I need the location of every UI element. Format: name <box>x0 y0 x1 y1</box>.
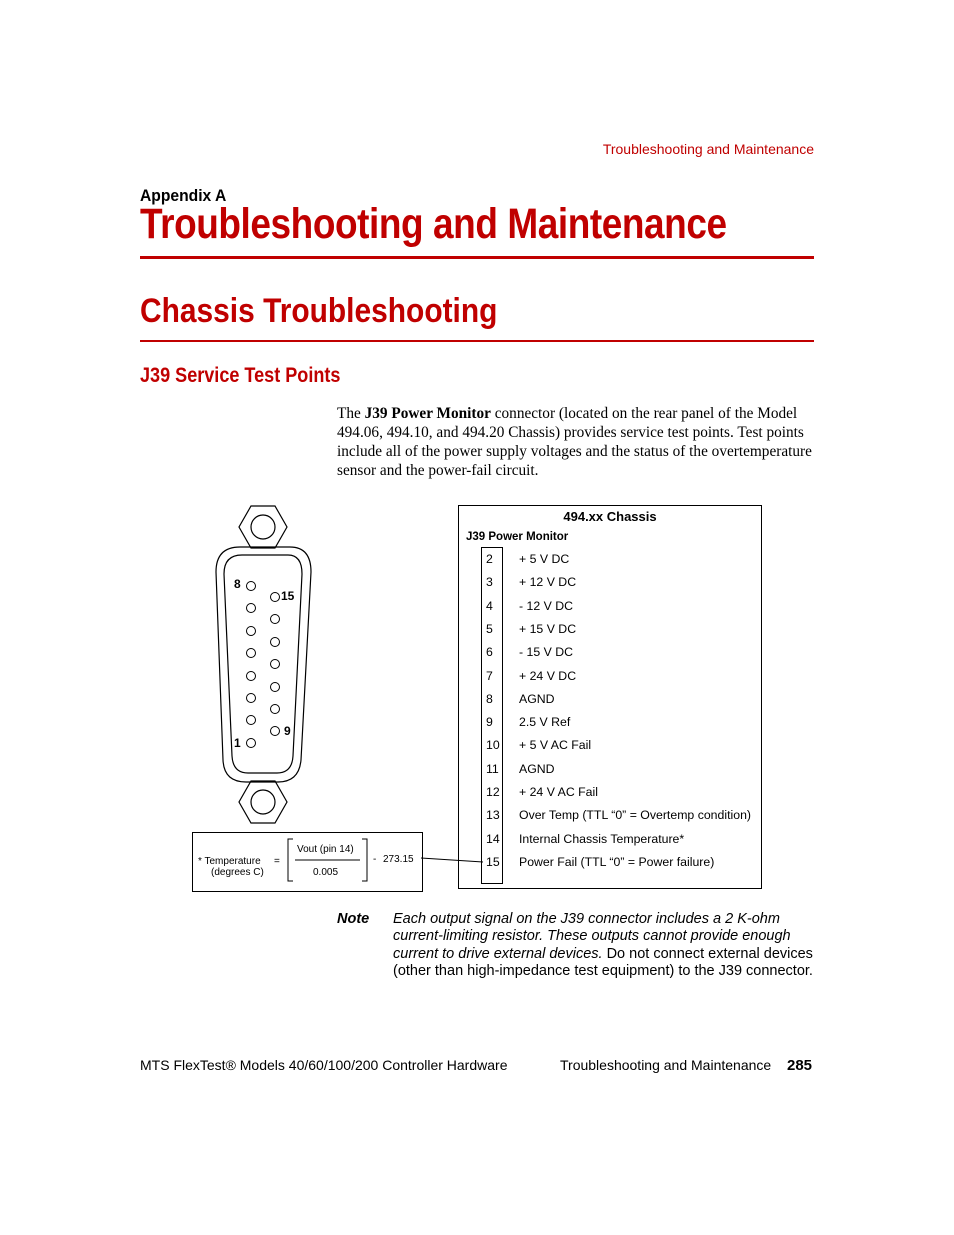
pin-hole <box>247 739 256 748</box>
pin-signal: - 15 V DC <box>519 645 573 660</box>
pin-signal: Over Temp (TTL “0” = Overtemp condition) <box>519 808 752 823</box>
formula-denominator: 0.005 <box>313 867 339 878</box>
pin-hole <box>247 672 256 681</box>
pin-hole <box>271 683 280 692</box>
pin-hole <box>247 604 256 613</box>
pin-hole <box>271 727 280 736</box>
formula-lhs-line1: * Temperature <box>198 856 261 867</box>
section-title: Chassis Troubleshooting <box>140 292 498 330</box>
body-lead: The <box>337 405 365 422</box>
page-number: 285 <box>787 1057 813 1074</box>
pin-hole <box>247 694 256 703</box>
pin-number: 8 <box>486 691 493 706</box>
pin-number: 4 <box>486 598 493 613</box>
pin-signal: AGND <box>519 761 555 776</box>
pin-number: 14 <box>486 831 500 846</box>
pin-hole <box>271 638 280 647</box>
pin-label-9: 9 <box>284 724 291 738</box>
j39-label: J39 Power Monitor <box>466 531 569 543</box>
pin-signal: + 15 V DC <box>519 621 577 636</box>
appendix-label: Appendix A <box>140 186 227 205</box>
pin-number: 5 <box>486 621 493 636</box>
running-head: Troubleshooting and Maintenance <box>602 141 814 157</box>
pin-hole <box>271 705 280 714</box>
footer-manual-title: MTS FlexTest® Models 40/60/100/200 Controller Hardware <box>140 1057 508 1073</box>
pin-hole <box>271 593 280 602</box>
note-plain-text: Do not connect external devices (other than high-impedance test equipment) to the J39 connector. <box>393 945 813 980</box>
body-rest: connector (located on the rear panel of the Model 494.06, 494.10, and 494.20 Chassis) provides service test points. Test points include all of the power supply voltages and the status of the overtemperature sensor and the power-fail circuit. <box>337 405 812 479</box>
pin-hole <box>247 716 256 725</box>
pin-number: 13 <box>486 808 500 823</box>
formula-minus: - <box>373 854 377 865</box>
pin-number: 12 <box>486 785 500 799</box>
bottom-mount-hole <box>251 790 275 814</box>
pin-signal: AGND <box>519 691 555 706</box>
pin-number: 9 <box>486 715 493 730</box>
pin-number: 11 <box>486 761 499 776</box>
bottom-mount-hex <box>239 781 287 823</box>
pin-signal: + 5 V AC Fail <box>519 738 592 753</box>
pin-signal: + 5 V DC <box>519 552 570 566</box>
pin-signal: Power Fail (TTL “0” = Power failure) <box>519 854 715 869</box>
pin-number: 6 <box>486 645 493 660</box>
formula-offset: 273.15 <box>383 854 414 865</box>
pin-label-1: 1 <box>234 736 241 750</box>
chapter-title: Troubleshooting and Maintenance <box>140 200 727 248</box>
pin-signal: + 24 V AC Fail <box>519 785 598 799</box>
pin-number: 7 <box>486 668 493 683</box>
formula-lhs-line2: (degrees C) <box>211 867 264 878</box>
body-bold-term: J39 Power Monitor <box>364 405 491 422</box>
connector-shell-outer <box>216 547 311 782</box>
pin-label-15: 15 <box>281 589 295 603</box>
note-label: Note <box>337 911 370 927</box>
pin-holes-row-1 <box>247 582 256 748</box>
note-text <box>393 911 813 981</box>
pin-hole <box>247 582 256 591</box>
formula-equals: = <box>274 856 280 867</box>
pin-number: 2 <box>486 552 493 566</box>
pin-signal: - 12 V DC <box>519 598 573 613</box>
note-italic-text: Each output signal on the J39 connector includes a 2 K-ohm current-limiting resistor. These outputs cannot provide enough current to drive external devices. <box>393 911 791 962</box>
pin-hole <box>271 660 280 669</box>
subsection-title: J39 Service Test Points <box>140 364 341 387</box>
pin-signal: 2.5 V Ref <box>519 715 571 730</box>
formula-numerator: Vout (pin 14) <box>297 844 354 855</box>
pin-label-8: 8 <box>234 577 241 591</box>
top-mount-hole <box>251 515 275 539</box>
pin-signal: + 12 V DC <box>519 575 577 590</box>
pin-signal: Internal Chassis Temperature* <box>519 831 685 846</box>
pin-hole <box>271 615 280 624</box>
pin-signal: + 24 V DC <box>519 668 577 683</box>
pin-holes-row-2 <box>271 593 280 736</box>
pin-number: 3 <box>486 575 493 590</box>
pin-hole <box>247 627 256 636</box>
pin-hole <box>247 649 256 658</box>
pin-number: 15 <box>486 854 500 869</box>
top-mount-hex <box>239 506 287 548</box>
pin-number: 10 <box>486 738 500 753</box>
footer-chapter: Troubleshooting and Maintenance <box>560 1057 772 1073</box>
chassis-title: 494.xx Chassis <box>563 509 657 524</box>
